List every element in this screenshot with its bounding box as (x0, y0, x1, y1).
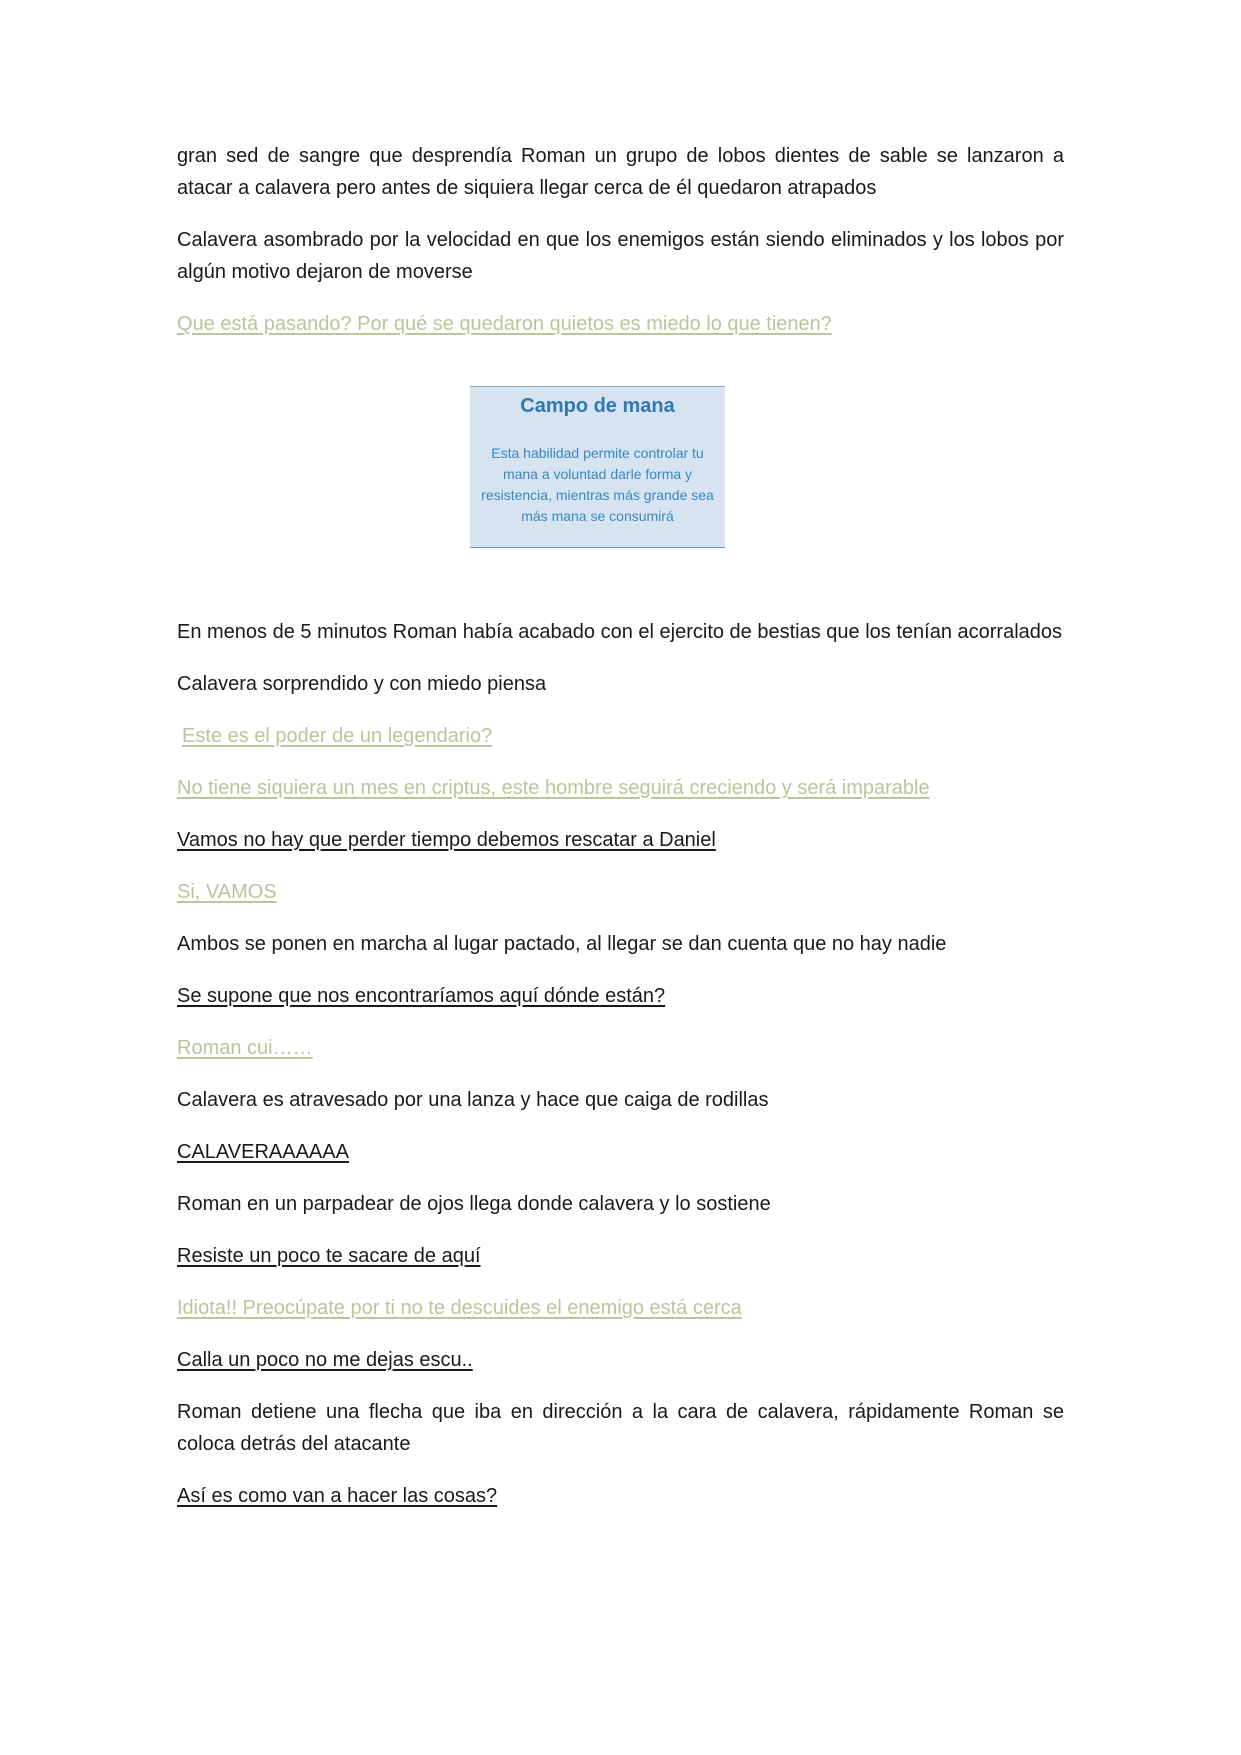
document-page (177, 140, 1064, 1532)
skill-box (470, 386, 725, 548)
thought-text: No tiene siquiera un mes en criptus, este hombre seguirá creciendo y será imparable (177, 777, 930, 799)
speech-line (177, 1240, 1064, 1272)
thought-line (177, 720, 1064, 752)
narration-paragraph: Calavera sorprendido y con miedo piensa (177, 673, 547, 695)
speech-line (177, 1480, 1064, 1512)
skill-title: Campo de mana (520, 395, 675, 417)
skill-description: Esta habilidad permite controlar tu mana a voluntad darle forma y resistencia, mientras más grande sea más mana se consumirá (481, 445, 714, 524)
speech-line (177, 1136, 1064, 1168)
skill-box-area (177, 386, 1064, 616)
narration-paragraph: Ambos se ponen en marcha al lugar pactado, al llegar se dan cuenta que no hay nadie (177, 933, 947, 955)
thought-text: Este es el poder de un legendario? (182, 725, 493, 747)
thought-text: Que está pasando? Por qué se quedaron quietos es miedo lo que tienen? (177, 313, 832, 335)
narration-paragraph: Calavera asombrado por la velocidad en que los enemigos están siendo eliminados y los lobos por algún motivo dejaron de moverse (177, 229, 1064, 283)
narration-paragraph: En menos de 5 minutos Roman había acabado con el ejercito de bestias que los tenían acorralados (177, 621, 1062, 643)
thought-line (177, 1292, 1064, 1324)
speech-line (177, 980, 1064, 1012)
thought-line (177, 1032, 1064, 1064)
narration-paragraph: Roman detiene una flecha que iba en dirección a la cara de calavera, rápidamente Roman se coloca detrás del atacante (177, 1401, 1064, 1455)
speech-text: Se supone que nos encontraríamos aquí dónde están? (177, 985, 666, 1007)
thought-line (177, 772, 1064, 804)
narration-paragraph: Calavera es atravesado por una lanza y hace que caiga de rodillas (177, 1089, 769, 1111)
speech-text: Así es como van a hacer las cosas? (177, 1485, 498, 1507)
thought-line (177, 308, 1064, 340)
narration-paragraph: gran sed de sangre que desprendía Roman un grupo de lobos dientes de sable se lanzaron a atacar a calavera pero antes de siquiera llegar cerca de él quedaron atrapados (177, 145, 1064, 199)
speech-text: Resiste un poco te sacare de aquí (177, 1245, 481, 1267)
speech-line (177, 824, 1064, 856)
thought-line (177, 876, 1064, 908)
narration-paragraph: Roman en un parpadear de ojos llega donde calavera y lo sostiene (177, 1193, 771, 1215)
thought-text: Idiota!! Preocúpate por ti no te descuides el enemigo está cerca (177, 1297, 742, 1319)
speech-line (177, 1344, 1064, 1376)
speech-text: Vamos no hay que perder tiempo debemos rescatar a Daniel (177, 829, 716, 851)
thought-text: Si, VAMOS (177, 881, 277, 903)
speech-text: Calla un poco no me dejas escu.. (177, 1349, 473, 1371)
thought-text: Roman cui…… (177, 1037, 313, 1059)
speech-text: CALAVERAAAAAA (177, 1141, 349, 1163)
